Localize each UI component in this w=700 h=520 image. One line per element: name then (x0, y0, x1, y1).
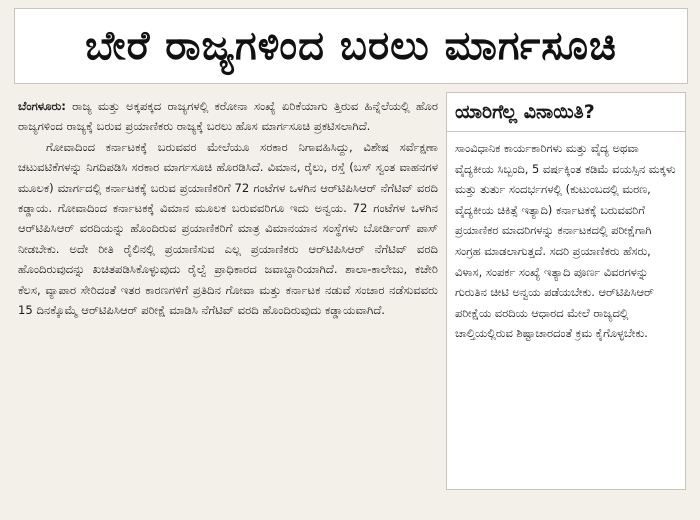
sidebar-body: ಸಾಂವಿಧಾನಿಕ ಕಾರ್ಯಕಾರಿಗಳು ಮತ್ತು ವೈದ್ಯ ಅಥವಾ ವೈದ್ಯಕೀಯ ಸಿಬ್ಬಂದಿ, 5 ವರ್ಷಕ್ಕಿಂತ ಕಡಿಮೆ ವಯಸ್ಸಿನ ಮಕ್ಕಳು ಮತ್ತು ತುರ್ತು ಸಂದರ್ಭಗಳಲ್ಲಿ (ಕುಟುಂಬದಲ್ಲಿ ಮರಣ, ವೈದ್ಯಕೀಯ ಚಿಕಿತ್ಸೆ ಇತ್ಯಾದಿ) ಕರ್ನಾಟಕಕ್ಕೆ ಬರುವವರಿಗೆ ಪ್ರಯಾಣಿಕರ ಮಾದರಿಗಳನ್ನು ಕರ್ನಾಟಕದಲ್ಲಿ ಪರೀಕ್ಷೆಗಾಗಿ ಸಂಗ್ರಹ ಮಾಡಲಾಗುತ್ತದೆ. ಸದರಿ ಪ್ರಯಾಣಿಕರು ಹೆಸರು, ವಿಳಾಸ, ಸಂಪರ್ಕ ಸಂಖ್ಯೆ ಇತ್ಯಾದಿ ಪೂರ್ಣ ವಿವರಗಳನ್ನು ಗುರುತಿನ ಚೀಟಿ ಅನ್ವಯ ಪಡೆಯಬೇಕು. ಆರ್‌ಟಿಪಿಸಿಆರ್ ಪರೀಕ್ಷೆಯ ವರದಿಯ ಆಧಾರದ ಮೇಲೆ ರಾಜ್ಯದಲ್ಲಿ ಚಾಲ್ತಿಯಲ್ಲಿರುವ ಶಿಷ್ಟಾಚಾರದಂತೆ ಕ್ರಮ ಕೈಗೊಳ್ಳಬೇಕು. (455, 141, 676, 341)
article-paragraph-2: ಗೋವಾದಿಂದ ಕರ್ನಾಟಕಕ್ಕೆ ಬರುವವರ ಮೇಲೆಯೂ ಸರಕಾರ ನಿಗಾವಹಿಸಿದ್ದು, ವಿಶೇಷ ಸರ್ವೆಕ್ಷಣಾ ಚಟುವಟಿಕೆಗಳನ್ನು ನಿಗದಿಪಡಿಸಿ ಸರಕಾರ ಮಾರ್ಗಸೂಚಿ ಹೊರಡಿಸಿದೆ. ವಿಮಾನ, ರೈಲು, ರಸ್ತೆ (ಬಸ್ ಸ್ವಂತ ವಾಹನಗಳ ಮೂಲಕ) ಮಾರ್ಗದಲ್ಲಿ ಕರ್ನಾಟಕಕ್ಕೆ ಬರುವ ಪ್ರಯಾಣಿಕರಿಗೆ 72 ಗಂಟೆಗಳ ಒಳಗಿನ ಆರ್‌ಟಿಪಿಸಿಆರ್ ನೆಗೆಟಿವ್ ವರದಿ ಕಡ್ಡಾಯ. ಗೋವಾದಿಂದ ಕರ್ನಾಟಕಕ್ಕೆ ವಿಮಾನ ಮೂಲಕ ಬರುವವರಿಗೂ ಇದು ಅನ್ವಯ. 72 ಗಂಟೆಗಳ ಒಳಗಿನ ಆರ್‌ಟಿಪಿಸಿಆರ್ ವರದಿಯನ್ನು ಹೊಂದಿರುವ ಪ್ರಯಾಣಿಕರಿಗೆ ಮಾತ್ರ ವಿಮಾನಯಾನ ಸಂಸ್ಥೆಗಳು ಬೋರ್ಡಿಂಗ್ ಪಾಸ್ ನೀಡಬೇಕು. ಅದೇ ರೀತಿ ರೈಲಿನಲ್ಲಿ ಪ್ರಯಾಣಿಸುವ ಎಲ್ಲ ಪ್ರಯಾಣಿಕರು ಆರ್‌ಟಿಪಿಸಿಆರ್ ನೆಗೆಟಿವ್ ವರದಿ ಹೊಂದಿರುವುದನ್ನು ಖಚಿತಪಡಿಸಿಕೊಳ್ಳುವುದು ರೈಲ್ವೆ ಪ್ರಾಧಿಕಾರದ ಜವಾಬ್ದಾರಿಯಾಗಿದೆ. ಶಾಲಾ-ಕಾಲೇಜು, ಕಚೇರಿ ಕೆಲಸ, ವ್ಯಾಪಾರ ಸೇರಿದಂತೆ ಇತರ ಕಾರಣಗಳಿಗೆ ಪ್ರತಿದಿನ ಗೋವಾ ಮತ್ತು ಕರ್ನಾಟಕ ನಡುವೆ ಸಂಚಾರ ನಡೆಸುವವರು 15 ದಿನಕ್ಕೊಮ್ಮೆ ಆರ್‌ಟಿಪಿಸಿಆರ್ ಪರೀಕ್ಷೆ ಮಾಡಿಸಿ ನೆಗೆಟಿವ್ ವರದಿ ಹೊಂದಿರುವುದು ಕಡ್ಡಾಯವಾಗಿದೆ. (18, 139, 438, 318)
paragraph-1-text: ರಾಜ್ಯ ಮತ್ತು ಅಕ್ಕಪಕ್ಕದ ರಾಜ್ಯಗಳಲ್ಲಿ ಕರೋನಾ ಸಂಖ್ಯೆ ಏರಿಕೆಯಾಗು ತ್ತಿರುವ ಹಿನ್ನೆಲೆಯಲ್ಲಿ ಹೊರ ರಾಜ್ಯಗಳಿಂದ ರಾಜ್ಯಕ್ಕೆ ಬರುವ ಪ್ರಯಾಣಿಕರು ರಾಜ್ಯಕ್ಕೆ ಬರಲು ಹೊಸ ಮಾರ್ಗಸೂಚಿ ಪ್ರಕಟಿಸಲಾಗಿದೆ. (18, 99, 438, 134)
headline: ಬೇರೆ ರಾಜ್ಯಗಳಿಂದ ಬರಲು ಮಾರ್ಗಸೂಚಿ (85, 23, 617, 69)
headline-banner (14, 8, 688, 84)
article-paragraph-1 (18, 96, 438, 137)
sidebar-title: ಯಾರಿಗೆಲ್ಲ ವಿನಾಯಿತಿ? (447, 93, 685, 132)
article-body (18, 96, 438, 496)
exemptions-sidebar (446, 92, 686, 490)
dateline: ಬೆಂಗಳೂರು: (18, 99, 66, 113)
